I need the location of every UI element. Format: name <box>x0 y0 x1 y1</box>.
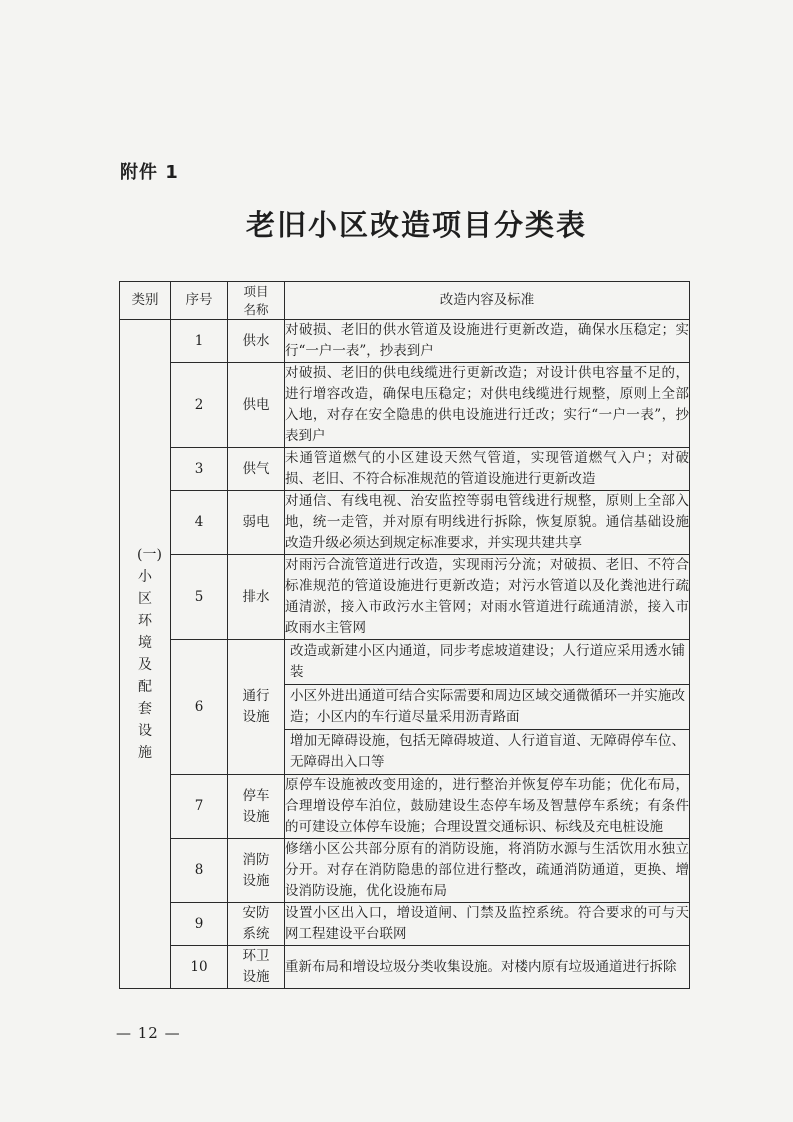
item-name: 供电 <box>242 396 270 413</box>
item-name-cell <box>228 640 285 775</box>
item-name: 安防系统 <box>242 905 270 942</box>
table-header-row <box>120 282 690 320</box>
item-name: 排水 <box>242 588 270 605</box>
attachment-label: 附件 1 <box>120 162 179 183</box>
seq-cell: 7 <box>171 775 228 839</box>
seq-cell: 9 <box>171 903 228 946</box>
category-label: (一)小区环境及配套设施 <box>137 547 162 761</box>
content-cell <box>285 640 690 775</box>
table-row <box>120 363 690 448</box>
seq-cell: 3 <box>171 448 228 491</box>
seq-cell: 5 <box>171 555 228 640</box>
item-name: 供气 <box>242 460 270 477</box>
item-name-cell <box>228 320 285 363</box>
table-row <box>120 555 690 640</box>
item-name-cell <box>228 491 285 555</box>
content-cell: 未通管道燃气的小区建设天然气管道，实现管道燃气入户；对破损、老旧、不符合标准规范的管道设施进行更新改造 <box>285 448 690 491</box>
header-content: 改造内容及标准 <box>285 282 690 320</box>
item-name-cell <box>228 946 285 989</box>
item-name: 通行设施 <box>242 688 270 725</box>
item-name: 弱电 <box>242 514 270 530</box>
content-cell: 对雨污合流管道进行改造，实现雨污分流；对破损、老旧、不符合标准规范的管道设施进行更新改造；对污水管道以及化粪池进行疏通清淤，接入市政污水主管网；对雨水管道进行疏通清淤，接入市政雨水主管网 <box>285 555 690 640</box>
table-row <box>120 903 690 946</box>
table-row <box>120 448 690 491</box>
table-row <box>120 491 690 555</box>
table-row <box>120 320 690 363</box>
seq-cell: 6 <box>171 640 228 775</box>
page-number: — 12 — <box>116 1024 181 1042</box>
item-name-cell <box>228 448 285 491</box>
category-cell <box>120 320 171 989</box>
item-name: 供水 <box>242 332 270 349</box>
table-row <box>120 946 690 989</box>
item-name: 环卫设施 <box>242 948 270 985</box>
table-row <box>120 640 690 775</box>
item-name: 停车设施 <box>242 787 270 825</box>
content-cell: 对破损、老旧的供水管道及设施进行更新改造，确保水压稳定；实行“一户一表”，抄表到户 <box>285 320 690 363</box>
content-subitem: 小区外进出通道可结合实际需要和周边区域交通微循环一并实施改造；小区内的车行道尽量采用沥青路面 <box>285 684 689 729</box>
content-cell: 原停车设施被改变用途的，进行整治并恢复停车功能；优化布局，合理增设停车泊位，鼓励建设生态停车场及智慧停车系统；有条件的可建设立体停车设施；合理设置交通标识、标线及充电桩设施 <box>285 775 690 839</box>
classification-table <box>119 281 690 989</box>
seq-cell: 8 <box>171 839 228 903</box>
content-cell: 对通信、有线电视、治安监控等弱电管线进行规整，原则上全部入地，统一走管，并对原有明线进行拆除，恢复原貌。通信基础设施改造升级必须达到规定标准要求，并实现共建共享 <box>285 491 690 555</box>
page-title: 老旧小区改造项目分类表 <box>245 208 587 242</box>
seq-cell: 2 <box>171 363 228 448</box>
content-cell: 修缮小区公共部分原有的消防设施，将消防水源与生活饮用水独立分开。对存在消防隐患的部位进行整改，疏通消防通道，更换、增设消防设施，优化设施布局 <box>285 839 690 903</box>
seq-cell: 4 <box>171 491 228 555</box>
item-name-cell <box>228 903 285 946</box>
item-name-cell <box>228 363 285 448</box>
item-name-cell <box>228 775 285 839</box>
header-name: 项目名称 <box>228 282 285 320</box>
content-subitem: 增加无障碍设施，包括无障碍坡道、人行道盲道、无障碍停车位、无障碍出入口等 <box>285 729 689 774</box>
table-row <box>120 839 690 903</box>
item-name-cell <box>228 555 285 640</box>
content-subitem: 改造或新建小区内通道，同步考虑坡道建设；人行道应采用透水铺装 <box>290 643 685 680</box>
item-name-cell <box>228 839 285 903</box>
table-row <box>120 775 690 839</box>
content-cell: 对破损、老旧的供电线缆进行更新改造；对设计供电容量不足的，进行增容改造，确保电压稳定；对供电线缆进行规整，原则上全部入地，对存在安全隐患的供电设施进行迁改；实行“一户一表”，抄表到户 <box>285 363 690 448</box>
seq-cell: 1 <box>171 320 228 363</box>
seq-cell: 10 <box>171 946 228 989</box>
content-cell: 设置小区出入口，增设道闸、门禁及监控系统。符合要求的可与天网工程建设平台联网 <box>285 903 690 946</box>
header-seq: 序号 <box>171 282 228 320</box>
content-cell: 重新布局和增设垃圾分类收集设施。对楼内原有垃圾通道进行拆除 <box>285 946 690 989</box>
header-category: 类别 <box>120 282 171 320</box>
item-name: 消防设施 <box>242 851 270 889</box>
